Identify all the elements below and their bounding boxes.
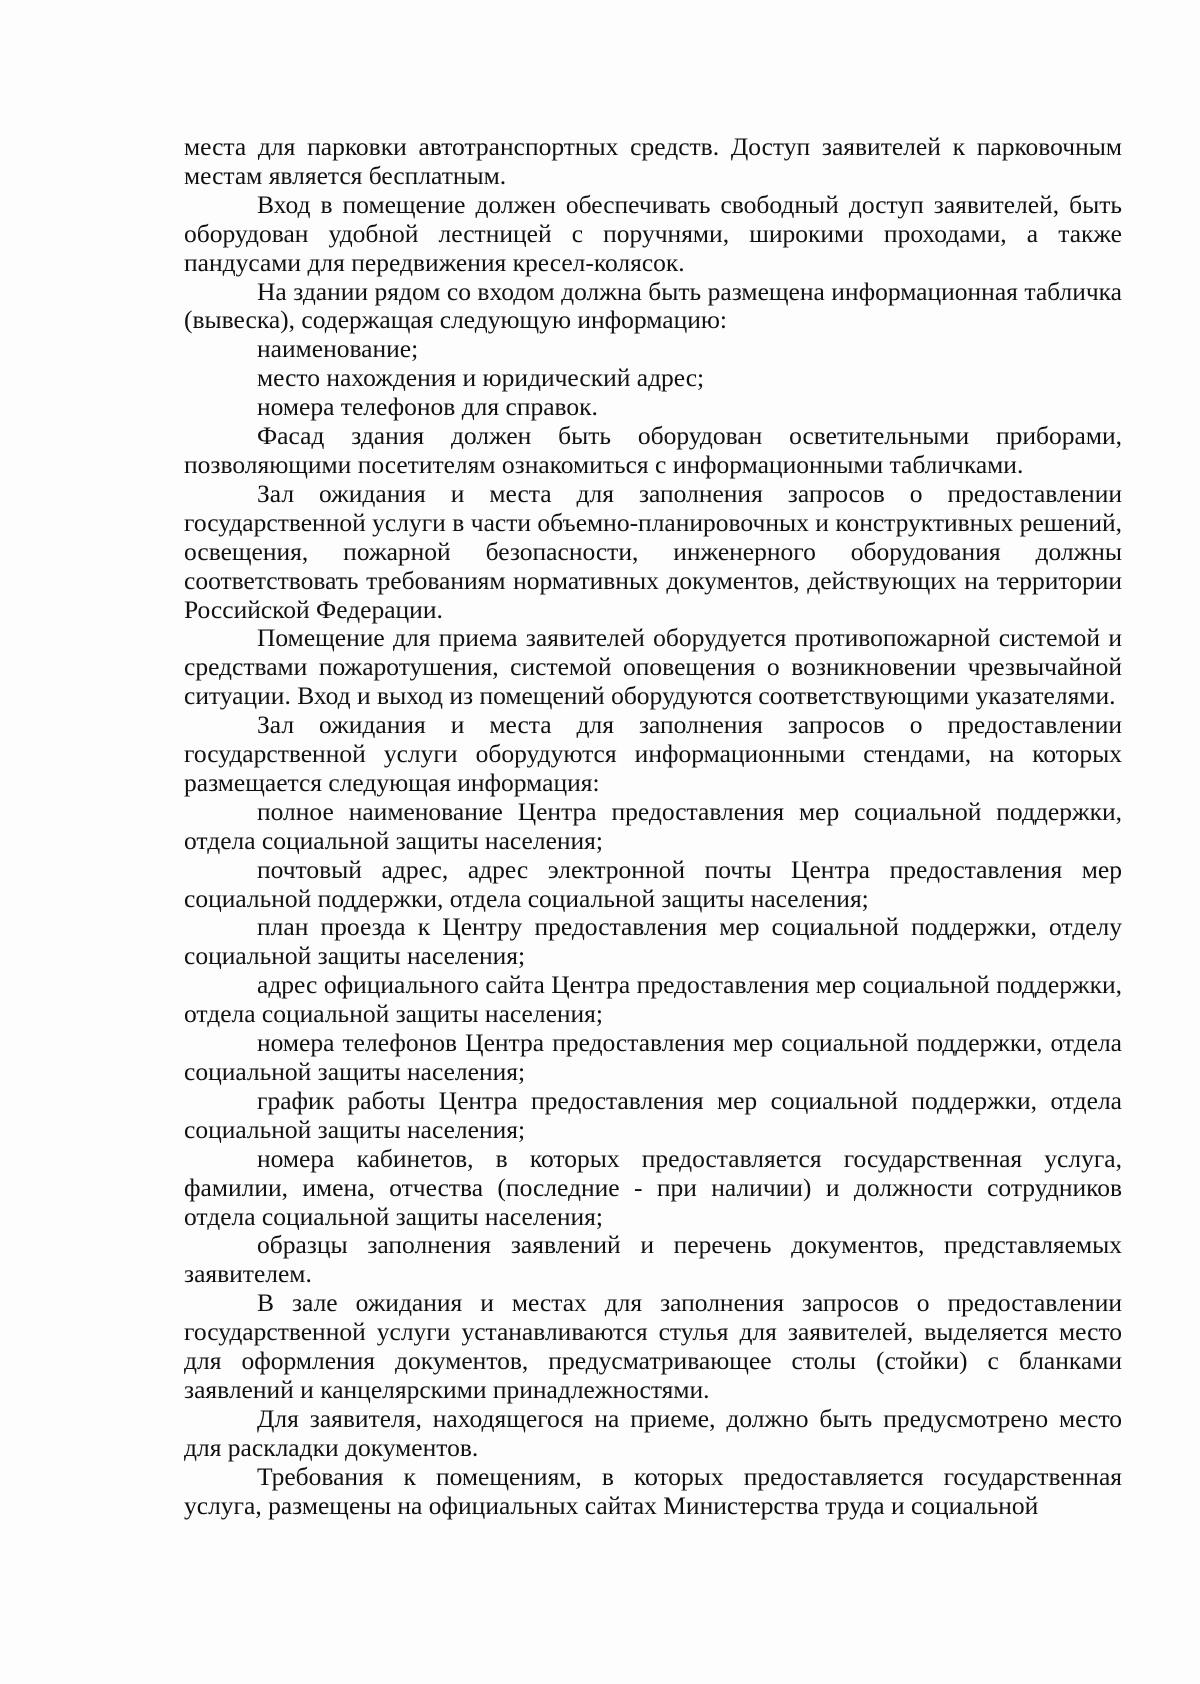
paragraph-parking: места для парковки автотранспортных средств. Доступ заявителей к парковочным местам является бесплатным.: [184, 132, 1122, 190]
paragraph-fire-safety: Помещение для приема заявителей оборудуется противопожарной системой и средствами пожаротушения, системой оповещения о возникновении чрезвычайной ситуации. Вход и выход из помещений оборудуются соответствующими указателями.: [184, 623, 1122, 711]
paragraph-chairs-and-desks: В зале ожидания и местах для заполнения запросов о предоставлении государственной услуги устанавливаются стулья для заявителей, выделяется место для оформления документов, предусматривающее столы (стойки) с бланками заявлений и канцелярскими принадлежностями.: [184, 1288, 1122, 1404]
list-item-postal-address: почтовый адрес, адрес электронной почты Центра предоставления мер социальной поддержки, отдела социальной защиты населения;: [184, 854, 1122, 913]
list-item-website: адрес официального сайта Центра предоставления мер социальной поддержки, отдела социальной защиты населения;: [184, 970, 1122, 1029]
paragraph-document-space: Для заявителя, находящегося на приеме, должно быть предусмотрено место для раскладки документов.: [184, 1403, 1122, 1462]
list-item-samples: образцы заполнения заявлений и перечень документов, представляемых заявителем.: [184, 1230, 1122, 1289]
list-item-address: место нахождения и юридический адрес;: [257, 363, 705, 393]
list-item-cabinets: номера кабинетов, в которых предоставляется государственная услуга, фамилии, имена, отчества (последние - при наличии) и должности сотрудников отдела социальной защиты населения;: [184, 1143, 1122, 1231]
paragraph-entrance: Вход в помещение должен обеспечивать свободный доступ заявителей, быть оборудован удобной лестницей с поручнями, широкими проходами, а также пандусами для передвижения кресел-колясок.: [184, 189, 1122, 277]
list-item-full-name: полное наименование Центра предоставления мер социальной поддержки, отдела социальной защиты населения;: [184, 796, 1122, 855]
paragraph-waiting-hall-requirements: Зал ожидания и места для заполнения запросов о предоставлении государственной услуги в части объемно-планировочных и конструктивных решений, освещения, пожарной безопасности, инженерного оборудования должны соответствовать требованиям нормативных документов, действующих на территории Российской Федерации.: [184, 478, 1122, 624]
paragraph-signboard: На здании рядом со входом должна быть размещена информационная табличка (вывеска), содержащая следующую информацию:: [184, 276, 1122, 335]
paragraph-premises-requirements: Требования к помещениям, в которых предоставляется государственная услуга, размещены на официальных сайтах Министерства труда и социальной: [184, 1461, 1122, 1520]
list-item-phones: номера телефонов для справок.: [257, 392, 598, 422]
paragraph-facade: Фасад здания должен быть оборудован осветительными приборами, позволяющими посетителям ознакомиться с информационными табличками.: [184, 421, 1122, 479]
list-item-center-phones: номера телефонов Центра предоставления мер социальной поддержки, отдела социальной защиты населения;: [184, 1028, 1122, 1086]
paragraph-info-stands: Зал ожидания и места для заполнения запросов о предоставлении государственной услуги оборудуются информационными стендами, на которых размещается следующая информация:: [184, 710, 1122, 797]
list-item-route-plan: план проезда к Центру предоставления мер социальной поддержки, отделу социальной защиты населения;: [184, 912, 1122, 971]
list-item-schedule: график работы Центра предоставления мер социальной поддержки, отдела социальной защиты населения;: [184, 1085, 1122, 1144]
list-item-name: наименование;: [257, 334, 419, 364]
document-body: [184, 133, 1122, 1521]
